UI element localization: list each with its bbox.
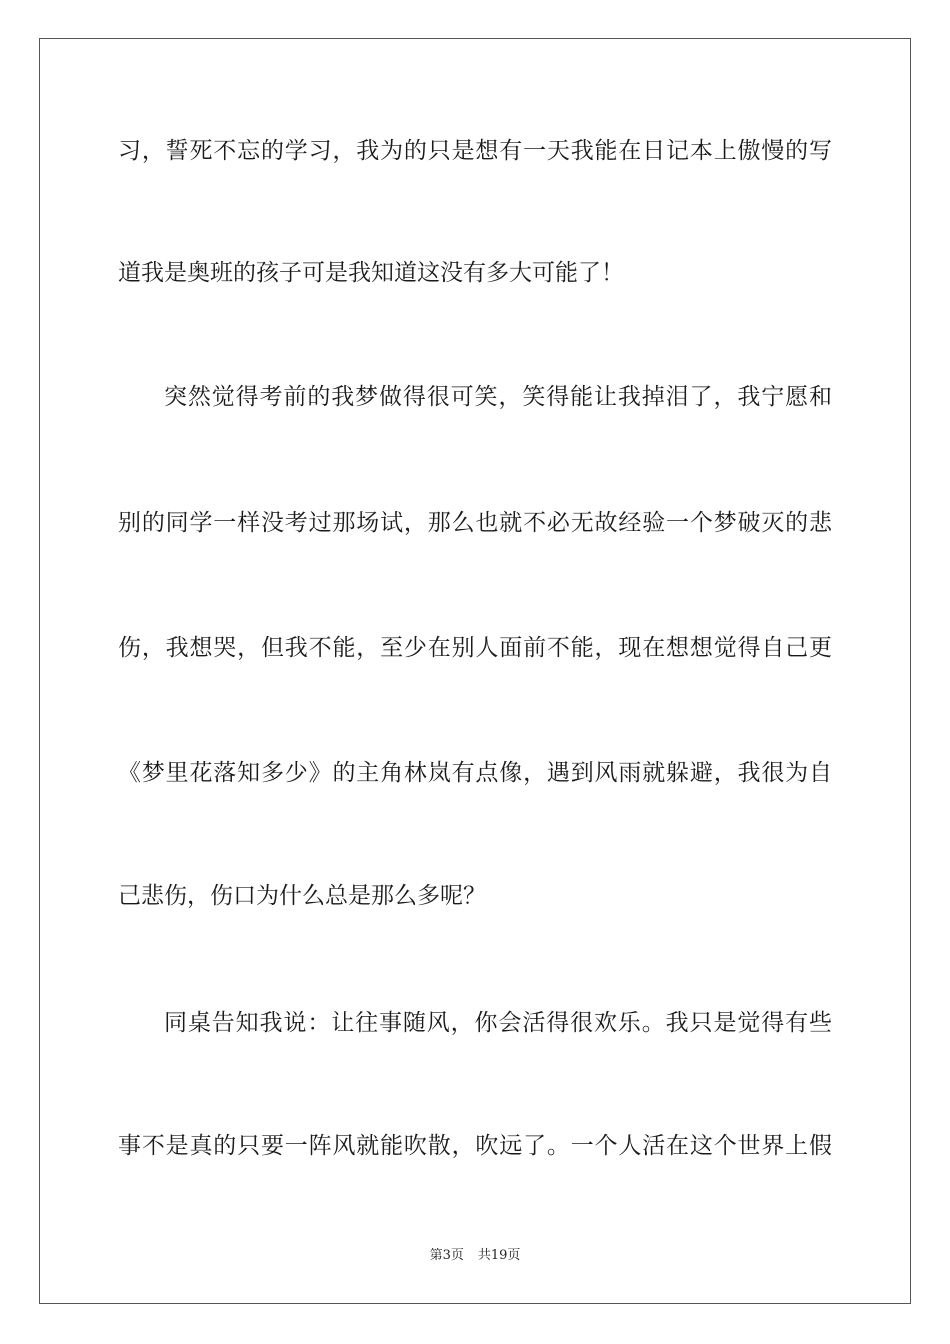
body-text-line-7: 己悲伤，伤口为什么总是那么多呢？ bbox=[118, 883, 486, 909]
page-total: 共19页 bbox=[477, 1248, 521, 1263]
page-border bbox=[39, 38, 911, 1304]
page-footer bbox=[0, 1246, 950, 1266]
body-text-line-4: 别的同学一样没考过那场试，那么也就不必无故经验一个梦破灭的悲 bbox=[118, 510, 832, 536]
body-text-line-8: 同桌告知我说：让往事随风，你会活得很欢乐。我只是觉得有些 bbox=[164, 1010, 832, 1036]
body-text-line-6: 《梦里花落知多少》的主角林岚有点像，遇到风雨就躲避，我很为自 bbox=[118, 760, 832, 786]
body-text-line-3: 突然觉得考前的我梦做得很可笑，笑得能让我掉泪了，我宁愿和 bbox=[164, 384, 832, 410]
body-text-line-2: 道我是奥班的孩子可是我知道这没有多大可能了！ bbox=[118, 260, 624, 286]
page-number: 第3页 bbox=[429, 1248, 464, 1263]
body-text-line-1: 习，誓死不忘的学习，我为的只是想有一天我能在日记本上傲慢的写 bbox=[118, 138, 832, 164]
body-text-line-9: 事不是真的只要一阵风就能吹散，吹远了。一个人活在这个世界上假 bbox=[118, 1133, 832, 1159]
body-text-line-5: 伤，我想哭，但我不能，至少在别人面前不能，现在想想觉得自己更 bbox=[118, 635, 832, 661]
